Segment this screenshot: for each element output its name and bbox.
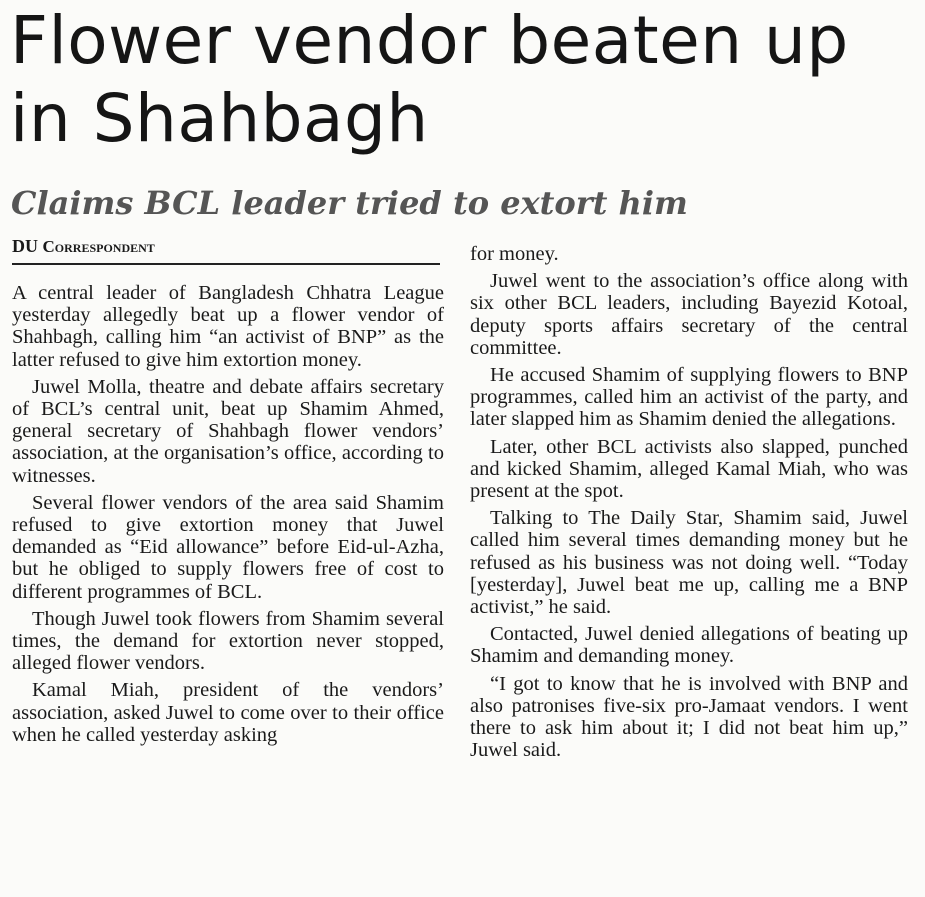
byline-prefix: DU xyxy=(12,236,43,256)
paragraph: Juwel Molla, theatre and debate affairs secretary of BCL’s central unit, beat up Shamim Ahmed, general secretary of Shahbagh flower vendors’ association, at the organisation’s office, according to witnesses. xyxy=(12,375,444,487)
paragraph: He accused Shamim of supplying flowers to BNP programmes, called him an activist of the party, and later slapped him as Shamim denied the allegations. xyxy=(470,364,908,431)
paragraph: Later, other BCL activists also slapped, punched and kicked Shamim, alleged Kamal Miah, who was present at the spot. xyxy=(470,435,908,503)
article-column-left xyxy=(12,282,444,751)
paragraph: Though Juwel took flowers from Shamim several times, the demand for extortion never stopped, alleged flower vendors. xyxy=(12,607,444,675)
paragraph: Talking to The Daily Star, Shamim said, Juwel called him several times demanding money but he refused as his business was not doing well. “Today [yesterday], Juwel beat me up, calling me a BNP activist,” he said. xyxy=(470,507,908,619)
paragraph: Juwel went to the association’s office along with six other BCL leaders, including Bayezid Kotoal, deputy sports affairs secretary of the central committee. xyxy=(470,270,908,359)
subheadline: Claims BCL leader tried to extort him xyxy=(11,184,688,222)
paragraph: A central leader of Bangladesh Chhatra League yesterday allegedly beat up a flower vendor of Shahbagh, calling him “an activist of BNP” as the latter refused to give him extortion money. xyxy=(12,282,444,371)
paragraph: “I got to know that he is involved with BNP and also patronises five-six pro-Jamaat vendors. I went there to ask him about it; I did not beat him up,” Juwel said. xyxy=(470,672,908,762)
paragraph: Contacted, Juwel denied allegations of beating up Shamim and demanding money. xyxy=(470,623,908,668)
byline-role: Correspondent xyxy=(42,237,155,256)
paragraph: for money. xyxy=(470,243,559,265)
paragraph: Several flower vendors of the area said Shamim refused to give extortion money that Juwel demanded as “Eid allowance” before Eid-ul-Azha, but he obliged to supply flowers free of cost to different programmes of BCL. xyxy=(12,491,444,603)
article-column-right xyxy=(470,243,908,766)
paragraph: Kamal Miah, president of the vendors’ association, asked Juwel to come over to their office when he called yesterday asking xyxy=(12,679,444,746)
headline: Flower vendor beaten up in Shahbagh xyxy=(10,2,849,157)
byline xyxy=(12,234,440,265)
